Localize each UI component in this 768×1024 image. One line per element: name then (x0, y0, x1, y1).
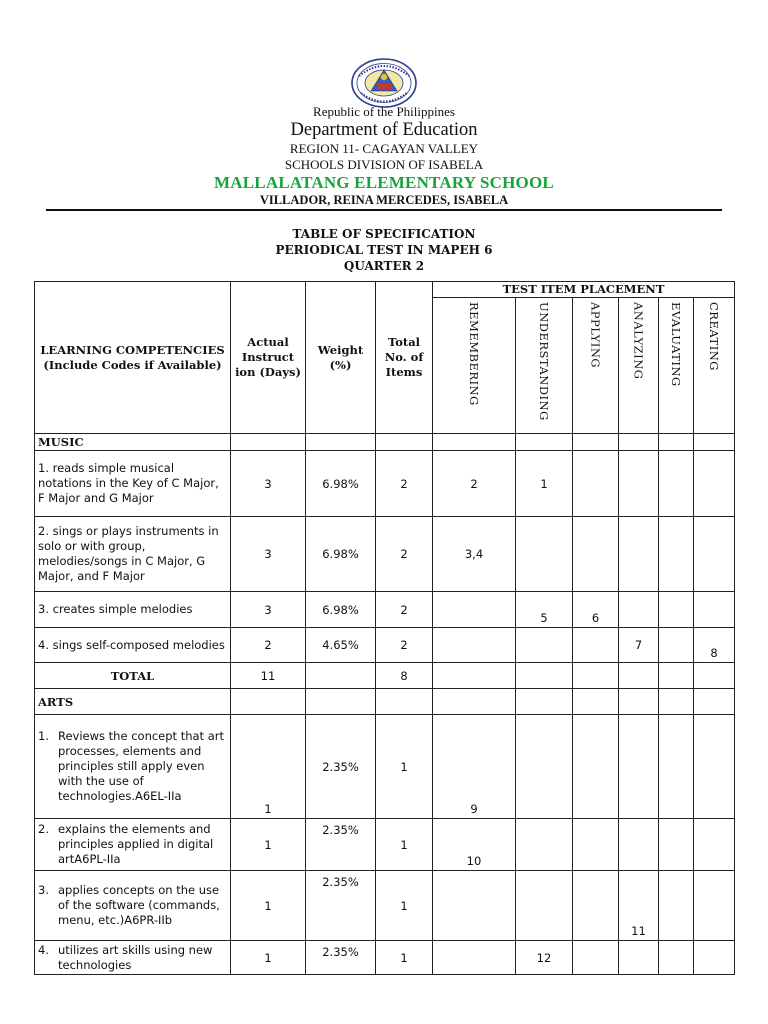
days-cell: 2 (231, 628, 306, 663)
doc-title: TABLE OF SPECIFICATION (292, 227, 476, 241)
table-row (35, 517, 735, 592)
analyzing-cell (619, 715, 659, 819)
applying-cell (573, 819, 619, 871)
header-divider (46, 209, 722, 211)
weight-cell: 2.35% (306, 819, 376, 871)
remembering-cell (433, 628, 516, 663)
section-row-music (35, 434, 735, 451)
weight-cell: 2.35% (306, 871, 376, 941)
competency-cell: 1. reads simple musical notations in the Key of C Major, F Major and G Major (35, 451, 231, 517)
weight-cell: 6.98% (306, 451, 376, 517)
weight-cell: 6.98% (306, 592, 376, 628)
school-address: VILLADOR, REINA MERCEDES, ISABELA (259, 193, 509, 207)
competency-cell: 1. Reviews the concept that art processes, elements and principles still apply even with the use of technologies.A6EL-IIa (35, 715, 231, 819)
level-understanding: UNDERSTANDING (516, 298, 573, 434)
table-row (35, 715, 735, 819)
days-cell: 1 (231, 871, 306, 941)
section-label: MUSIC (35, 434, 231, 451)
evaluating-cell (659, 819, 694, 871)
total-days: 11 (231, 663, 306, 689)
competency-cell: 2. sings or plays instruments in solo or with group, melodies/songs in C Major, G Major, and F Major (35, 517, 231, 592)
col-header-placement: TEST ITEM PLACEMENT (433, 282, 735, 298)
remembering-cell: 2 (433, 451, 516, 517)
total-row (35, 663, 735, 689)
level-analyzing: ANALYZING (619, 298, 659, 434)
division-line: SCHOOLS DIVISION OF ISABELA (284, 157, 484, 172)
table-row (35, 592, 735, 628)
creating-cell (694, 941, 735, 975)
level-evaluating: EVALUATING (659, 298, 694, 434)
weight-cell: 2.35% (306, 941, 376, 975)
competency-cell: 4. utilizes art skills using new technologies (35, 941, 231, 975)
items-cell: 2 (376, 517, 433, 592)
competency-cell: 4. sings self-composed melodies (35, 628, 231, 663)
days-cell: 1 (231, 941, 306, 975)
school-name: MALLALATANG ELEMENTARY SCHOOL (214, 173, 554, 192)
doc-subtitle: PERIODICAL TEST IN MAPEH 6 (275, 243, 493, 257)
applying-cell (573, 451, 619, 517)
col-header-weight: Weight (%) (306, 282, 376, 434)
days-cell: 1 (231, 715, 306, 819)
doc-quarter: QUARTER 2 (343, 259, 425, 273)
evaluating-cell (659, 715, 694, 819)
table-row (35, 871, 735, 941)
days-cell: 3 (231, 451, 306, 517)
days-cell: 1 (231, 819, 306, 871)
col-header-items: Total No. of Items (376, 282, 433, 434)
level-remembering: REMEMBERING (433, 298, 516, 434)
evaluating-cell (659, 628, 694, 663)
remembering-cell (433, 871, 516, 941)
weight-cell: 4.65% (306, 628, 376, 663)
creating-cell (694, 715, 735, 819)
days-cell: 3 (231, 517, 306, 592)
remembering-cell (433, 941, 516, 975)
items-cell: 2 (376, 592, 433, 628)
weight-cell: 2.35% (306, 715, 376, 819)
analyzing-cell: 7 (619, 628, 659, 663)
creating-cell (694, 517, 735, 592)
evaluating-cell (659, 871, 694, 941)
evaluating-cell (659, 941, 694, 975)
analyzing-cell: 11 (619, 871, 659, 941)
remembering-cell: 3,4 (433, 517, 516, 592)
competency-cell: 3. applies concepts on the use of the software (commands, menu, etc.)A6PR-IIb (35, 871, 231, 941)
section-label: ARTS (35, 689, 231, 715)
applying-cell: 6 (573, 592, 619, 628)
items-cell: 1 (376, 941, 433, 975)
table-row (35, 628, 735, 663)
competency-cell: 3. creates simple melodies (35, 592, 231, 628)
understanding-cell (516, 819, 573, 871)
weight-cell: 6.98% (306, 517, 376, 592)
understanding-cell (516, 871, 573, 941)
analyzing-cell (619, 592, 659, 628)
level-creating: CREATING (694, 298, 735, 434)
creating-cell (694, 592, 735, 628)
days-cell: 3 (231, 592, 306, 628)
items-cell: 1 (376, 715, 433, 819)
items-cell: 1 (376, 871, 433, 941)
applying-cell (573, 715, 619, 819)
analyzing-cell (619, 451, 659, 517)
applying-cell (573, 941, 619, 975)
analyzing-cell (619, 819, 659, 871)
table-row (35, 819, 735, 871)
deped-seal (351, 58, 417, 108)
understanding-cell: 12 (516, 941, 573, 975)
competency-cell: 2. explains the elements and principles applied in digital artA6PL-IIa (35, 819, 231, 871)
items-cell: 2 (376, 451, 433, 517)
table-of-specification (34, 281, 735, 975)
understanding-cell: 1 (516, 451, 573, 517)
analyzing-cell (619, 517, 659, 592)
analyzing-cell (619, 941, 659, 975)
understanding-cell (516, 628, 573, 663)
evaluating-cell (659, 517, 694, 592)
section-row-arts (35, 689, 735, 715)
remembering-cell (433, 592, 516, 628)
applying-cell (573, 517, 619, 592)
col-header-days: Actual Instruct ion (Days) (231, 282, 306, 434)
remembering-cell: 9 (433, 715, 516, 819)
understanding-cell (516, 715, 573, 819)
applying-cell (573, 871, 619, 941)
level-applying: APPLYING (573, 298, 619, 434)
items-cell: 2 (376, 628, 433, 663)
creating-cell (694, 871, 735, 941)
understanding-cell: 5 (516, 592, 573, 628)
creating-cell: 8 (694, 628, 735, 663)
total-items: 8 (376, 663, 433, 689)
evaluating-cell (659, 592, 694, 628)
creating-cell (694, 819, 735, 871)
total-label: TOTAL (35, 663, 231, 689)
department-line: Department of Education (290, 120, 478, 140)
applying-cell (573, 628, 619, 663)
creating-cell (694, 451, 735, 517)
table-row (35, 451, 735, 517)
col-header-competencies: LEARNING COMPETENCIES (Include Codes if Available) (35, 282, 231, 434)
republic-line: Republic of the Philippines (313, 104, 455, 119)
table-row (35, 941, 735, 975)
evaluating-cell (659, 451, 694, 517)
items-cell: 1 (376, 819, 433, 871)
understanding-cell (516, 517, 573, 592)
region-line: REGION 11- CAGAYAN VALLEY (289, 141, 479, 156)
remembering-cell: 10 (433, 819, 516, 871)
